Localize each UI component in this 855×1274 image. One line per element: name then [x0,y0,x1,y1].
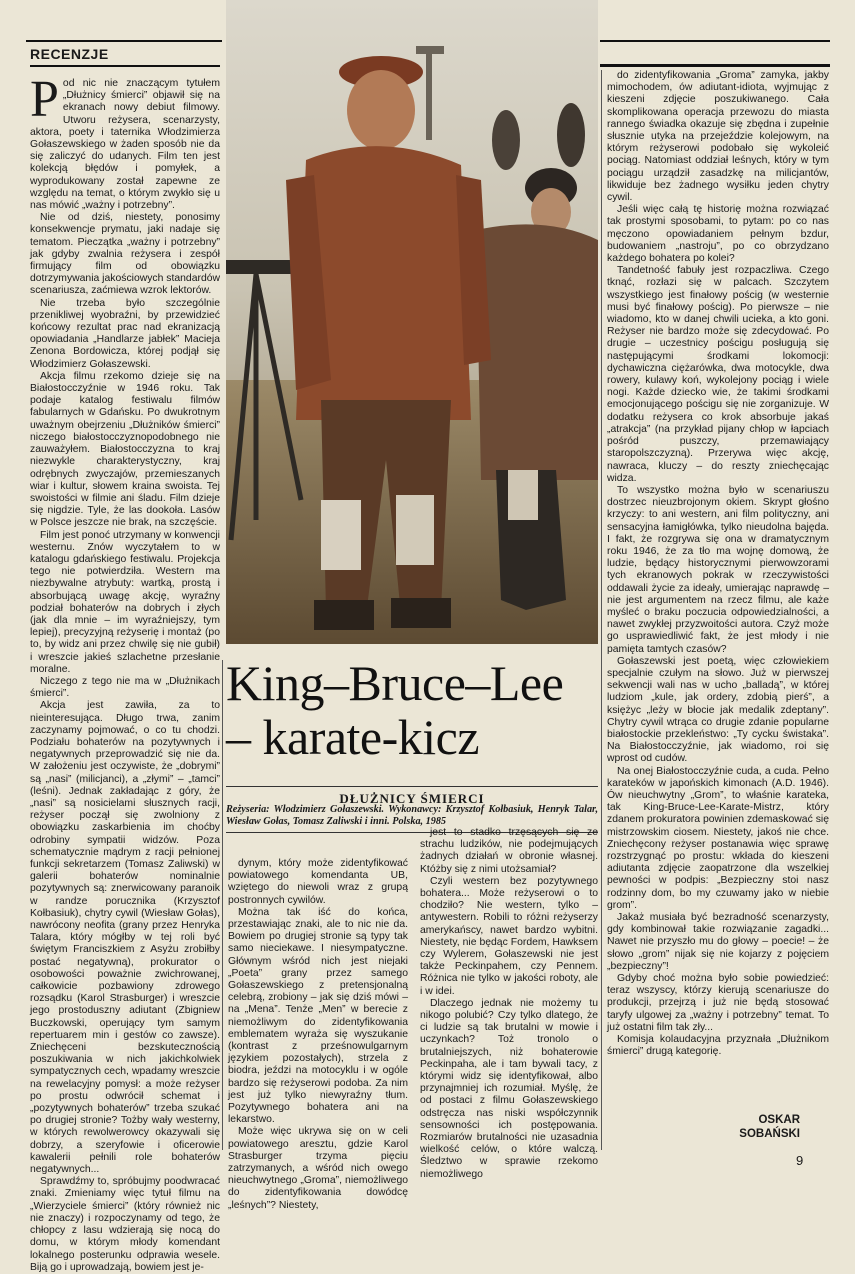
article-paragraph: Jeśli więc całą tę historię można rozwiązać tak prostymi sposobami, to pytam: po co nas męczono opowiadaniem pełnym bzdur, budowaniem „nastroju”, po co obrzydzano każdego bohatera po kolei? [607,204,829,265]
film-title: DŁUŻNICY ŚMIERCI [226,786,598,807]
article-paragraph: Gołaszewski jest poetą, więc człowiekiem specjalnie czułym na słowo. Już w pierwszej sekwencji wali nas w ucho „balladą”, w której ludziom „kule, jak ordery, zdobią pierś”, a księżyc „leży w błocie jak medalik zdeptany”. Chytry cywil wtrąca co drugie zdanie popularne białostockie przekleństwo: „Ty cycku świstaka”. Na Białostocczyźnie, jak wiadomo, roi się wprost od cudów. [607,655,829,765]
article-paragraph: Komisja kolaudacyjna przyznała „Dłużnikom śmierci” drugą kategorię. [607,1034,829,1058]
article-paragraph: Niczego z tego nie ma w „Dłużnikach śmierci”. [30,675,220,700]
film-credits: Reżyseria: Włodzimierz Gołaszewski. Wykonawcy: Krzysztof Kołbasiuk, Henryk Talar, Wiesław Gołas, Tomasz Zaliwski i inni. Polska, 1985 [226,804,598,833]
article-paragraph: Czyli western bez pozytywnego bohatera... Może reżyserowi o to chodziło? Nie western, tylko – antywestern. Robili to różni reżyserzy amerykańscy, nawet bardzo wybitni. Niestety, nie będąc Fordem, Hawksem czy Wylerem, Gołaszewski nie jest także Peckinpahem, czy Pennem. Różnica nie tylko w jakości roboty, ale i w idei. [420,875,598,997]
film-still-photo [226,0,598,644]
article-column-2 [228,858,408,1211]
article-headline [226,656,598,764]
article-paragraph: jest to stadko trzęsących się ze strachu ludzików, nie podejmujących żadnych działań w obronie własnej. Któżby się z nimi utożsamiał? [420,827,598,875]
article-paragraph: Pod nic nie znaczącym tytułem „Dłużnicy śmierci” objawił się na ekranach nowy debiut filmowy. Utworu reżysera, scenarzysty, aktora, poety i taternika Włodzimierza Gołaszewskiego w żaden sposób nie da się zaliczyć do udanych. Film ten jest kolekcją błędów i pomyłek, a wyprodukowany został zapewne ze względu na temat, o którym zwykło się u nas mówić „ważny i potrzebny”. [30,71,220,212]
article-paragraph: dynym, który może zidentyfikować powiatowego komendanta UB, wziętego do niewoli wraz z grupą postronnych cywilów. [228,858,408,906]
article-paragraph: Można tak iść do końca, przestawiając znaki, ale to nic nie da. Bowiem po drugiej stronie są typy tak samo nieciekawe. I niesympatyczne. Głównym wśród nich jest niejaki „Poeta” grany przez samego Gołaszewskiego z pretensjonalną celebrą, zrobiony – jak się dziś mówi – na „Mena”. Tenże „Men” w berecie z niemożliwym do zidentyfikowania emblematem wyraża się wyszukanie (kontrast z prześnowulgarnym językiem pozostałych), strzela z biodra, jeździ na motocyklu i w ogóle bardzo się reżyserowi podoba. Za nim jest już tylko niewyraźny tłum. Pozytywnego bohatera ani na lekarstwo. [228,906,408,1126]
article-paragraph: Tandetność fabuły jest rozpaczliwa. Czego tknąć, rozłazi się w palcach. Szczytem wszystkiego jest finałowy pościg (w westernie musi być finałowy pościg). Po pierwsze – nie wiadomo, kto w danej chwili ucieka, a kto goni. Reżyser nie bardzo może się zdecydować. Po drugie – uczestnicy pościgu posługują się następującymi środkami lokomocji: dychawiczna ciężarówka, dwa motocykle, dwa rowery, kulawy koń, wykolejony pociąg i wiele nogi. Każde dziecko wie, że takimi środkami emocjonującego pościgu się nie zorganizuje. W dodatku reżysera co krok absorbuje jakaś „atrakcja” (na przykład pijany chłop w łapciach pośród puszczy, przemawiający staropolszczyzną). Przerywa więc akcję, nawraca, kluczy – do reszty zniechęcając widza. [607,265,829,484]
article-paragraph: Sprawdźmy to, spróbujmy poodwracać znaki. Zmieniamy więc tytuł filmu na „Wierzyciele śmierci” (który również nic nie znaczy) i rozpoczynamy od tego, że chłopcy z lasu wdzierają się nocą do domu, w którym młody komendant lokalnego posterunku odprawia wesele. Biją go i uprowadzają, bowiem jest je- [30,1176,220,1273]
article-paragraph: Akcja filmu rzekomo dzieje się na Białostocczyźnie w 1946 roku. Tak podaje katalog festiwalu filmów fabularnych w Gdańsku. Po dwukrotnym uważnym obejrzeniu „Dłużników śmierci” niczego białostocczyznopodobnego nie zauważyłem. Białostocczyzna to kraj niezwykle charakterystyczny, kraj odrębnych zwyczajów, przemieszanych wiar i kultur, słowem kraina swoista. Tej swoistości w filmie ani śladu. Film dzieje się nigdzie. Tyle, że las dookoła. Lasów w Polsce jeszcze nie brak, na szczęście. [30,370,220,529]
article-paragraph: Jakaż musiała być bezradność scenarzysty, gdy kombinował takie rozwiązanie zagadki... Nawet nie przyszło mu do głowy – poecie! – że słowo „grom” nijak się nie kojarzy z pojęciem „bezpieczny”! [607,912,829,972]
headline-line-1: King–Bruce–Lee [226,655,564,711]
top-rule-right-2 [600,64,830,67]
top-rule-right [600,40,830,42]
article-paragraph: Może więc ukrywa się on w celi powiatowego aresztu, gdzie Karol Strasburger trzyma pięciu zatrzymanych, a wśród nich owego nieuchwytnego „Groma”, niemożliwego do zidentyfikowania dowódcę „leśnych”? Niestety, [228,1126,408,1211]
article-paragraph: do zidentyfikowania „Groma” zamyka, jakby mimochodem, ów adiutant-idiota, wyjmując z kieszeni zdjęcie poszukiwanego. Cała skomplikowana operacja przewozu do miasta rannego świadka okazuje się zbędna i zupełnie słusznie utyka na przejeździe kolejowym, na którym reżyserowi podobało się wykoleić pociąg. Natomiast oddział leśnych, który w tym pociągu urządził zasadzkę na milicjantów, likwiduje bez żadnego wysiłku jeden chytry cywil. [607,70,829,204]
headline-line-2: – karate-kicz [226,709,480,765]
author-first-name: OSKAR [758,1114,800,1126]
article-paragraph: Nie od dziś, niestety, ponosimy konsekwencje prymatu, jaki nadaje się tematom. Pieczątka „ważny i potrzebny” jak gdyby zwalnia reżysera i zespół firmujący film od obowiązku dotrzymywania jakościowych standardów scenariusza, zaćmiewa wzrok lektorów. [30,212,220,297]
section-label: RECENZJE [30,46,220,67]
article-paragraph: Akcja jest zawiła, za to nieinteresująca. Długo trwa, zanim zaczynamy pojmować, o co tu chodzi. Podziału bohaterów na pozytywnych i negatywnych przeprowadzić się nie da. W założeniu jest oczywiste, że „dobrymi” są „nasi” (milicjanci), a „złymi” – „tamci” (leśni). Jednak zakładając z góry, że „nasi” są nosicielami słusznych racji, reżyser począł się zwolniony z obowiązku zaskarbienia im choćby odrobiny sympatii widzów. Poza schematycznie mądrym z racji pełnionej funkcji sekretarzem (Tomasz Zaliwski) w galerii bohaterów nominalnie pozytywnych są: znerwicowany paranoik w randze porucznika (Krzysztof Kołbasiuk), chytry cywil (Wiesław Gołas), nawrócony neofita (grany przez Henryka Talara, który mógłby w tej roli być świętym Franciszkiem z Asyżu zrobiłby postać negatywną), prokurator o osobowości poważnie zwichrowanej, całkowicie pozbawiony zdrowego rozsądku (Karol Strasburger) i wreszcie jego prostoduszny adiutant (Zbigniew Buczkowski, operujący tym samym repertuarem min i gestów co zawsze). Zniechęceni bezskutecznością poszukiwania w nich jakichkolwiek sympatycznych cech, wpadamy wreszcie na rewelacyjny pomysł: a może reżyser po prostu odwrócił schemat i „pozytywnych bohaterów” trzeba szukać po drugiej stronie? Tożby wały westerny, w których rewolwerowcy okazywali się dobrzy, a szeryfowie i oficerowie kawalerii pełnili role bohaterów negatywnych... [30,700,220,1176]
article-paragraph: Na onej Białostocczyźnie cuda, a cuda. Pełno karateków w japońskich kimonach (A.D. 1946). Ów nieuchwytny „Grom”, to właśnie karateka, tak King-Bruce-Lee-Karate-Mistrz, który zdanem prokuratora powinien zdemaskować się mistrzowskim ciosem. Niestety, jakoś nie chce. Zniechęcony reżyser postanawia więc sprawę rozstrzygnąć po prostu: wkłada do kieszeni adiutanta zdjęcie zaopatrzone dla wszelkiej pewności w podpis: „Bezpieczny stoi nasz rodzinny dom, bo my czuwamy jako w niebie grom”. [607,765,829,911]
article-column-4 [607,70,829,1110]
article-column-3 [420,827,598,1180]
article-paragraph: Gdyby choć można było sobie powiedzieć: teraz wszyscy, którzy kierują scenariusze do produkcji, przejrzą i już nie będą stosować taryfy ulgowej za „ważny i potrzebny” temat. To już ostatni film tak zły... [607,973,829,1033]
article-paragraph: Nie trzeba było szczególnie przenikliwej wyobraźni, by przewidzieć końcowy rezultat prac nad ekranizacją opowiadania „Handlarze jabłek” Macieja Zenona Bordowicza, której podjął się Włodzimierz Gołaszewski. [30,297,220,370]
drop-cap: P [30,71,59,128]
column-divider [601,70,602,1150]
author-signature [690,1113,800,1141]
author-last-name: SOBAŃSKI [739,1128,800,1140]
article-column-1 [30,71,220,1273]
top-rule-left [26,40,222,42]
page-number: 9 [796,1153,804,1168]
article-paragraph: To wszystko można było w scenariuszu dostrzec nieuzbrojonym okiem. Skrypt głośno krzyczy: to ani western, ani film polityczny, ani sensacyjna łamigłówka, tylko nieudolna bajęda. I fakt, że rozgrywa się ona w dramatycznym roku 1946, że za tło ma wojnę domową, że ludzie, będący historycznymi pierwowzorami tych ekranowych pokrak w rzeczywistości oddawali życie za ideały, umierając naprawdę – nie jest argumentem na rzecz filmu, ale każe myśleć o braku poczucia odpowiedzialności, a nawet zwykłej przyzwoitości autora. Czyż może go usprawiedliwić fakt, że jest młody i nie pamięta tamtych czasów? [607,484,829,655]
film-still-illustration [226,0,598,644]
article-paragraph: Film jest ponoć utrzymany w konwencji westernu. Znów wyczytałem to w katalogu gdańskiego festiwalu. Projekcja tego nie potwierdziła. Western ma niezbywalne atrybuty: wartką, prostą i absorbującą uwagę akcję, wyraźny podział bohaterów na dobrych i złych (jak dla mnie – im wyraźniejszy, tym lepiej), precyzyjną reżyserię i montaż (po to, by widz ani przez chwilę się nie gubił) i wreszcie jakieś szlachetne przesłanie moralne. [30,529,220,675]
article-paragraph: Dlaczego jednak nie możemy tu nikogo polubić? Czy tylko dlatego, że ci ludzie są tak brutalni w mowie i uczynkach? Toż tronolo o brutalniejszych, niż bohaterowie Peckinpaha, ale i tam bywali tacy, z którymi widz się identyfikował, albo przynajmniej ich rozumiał. Myślę, że od postaci z filmu Gołaszewskiego odstręcza nas niski współczynnik sensowności ich postępowania. Rozmiarów brutalności nie uzasadnia wielkość celów, o które walczą. Śledztwo w sprawie rzekomo niemożliwego [420,997,598,1180]
column-divider [222,660,223,1150]
